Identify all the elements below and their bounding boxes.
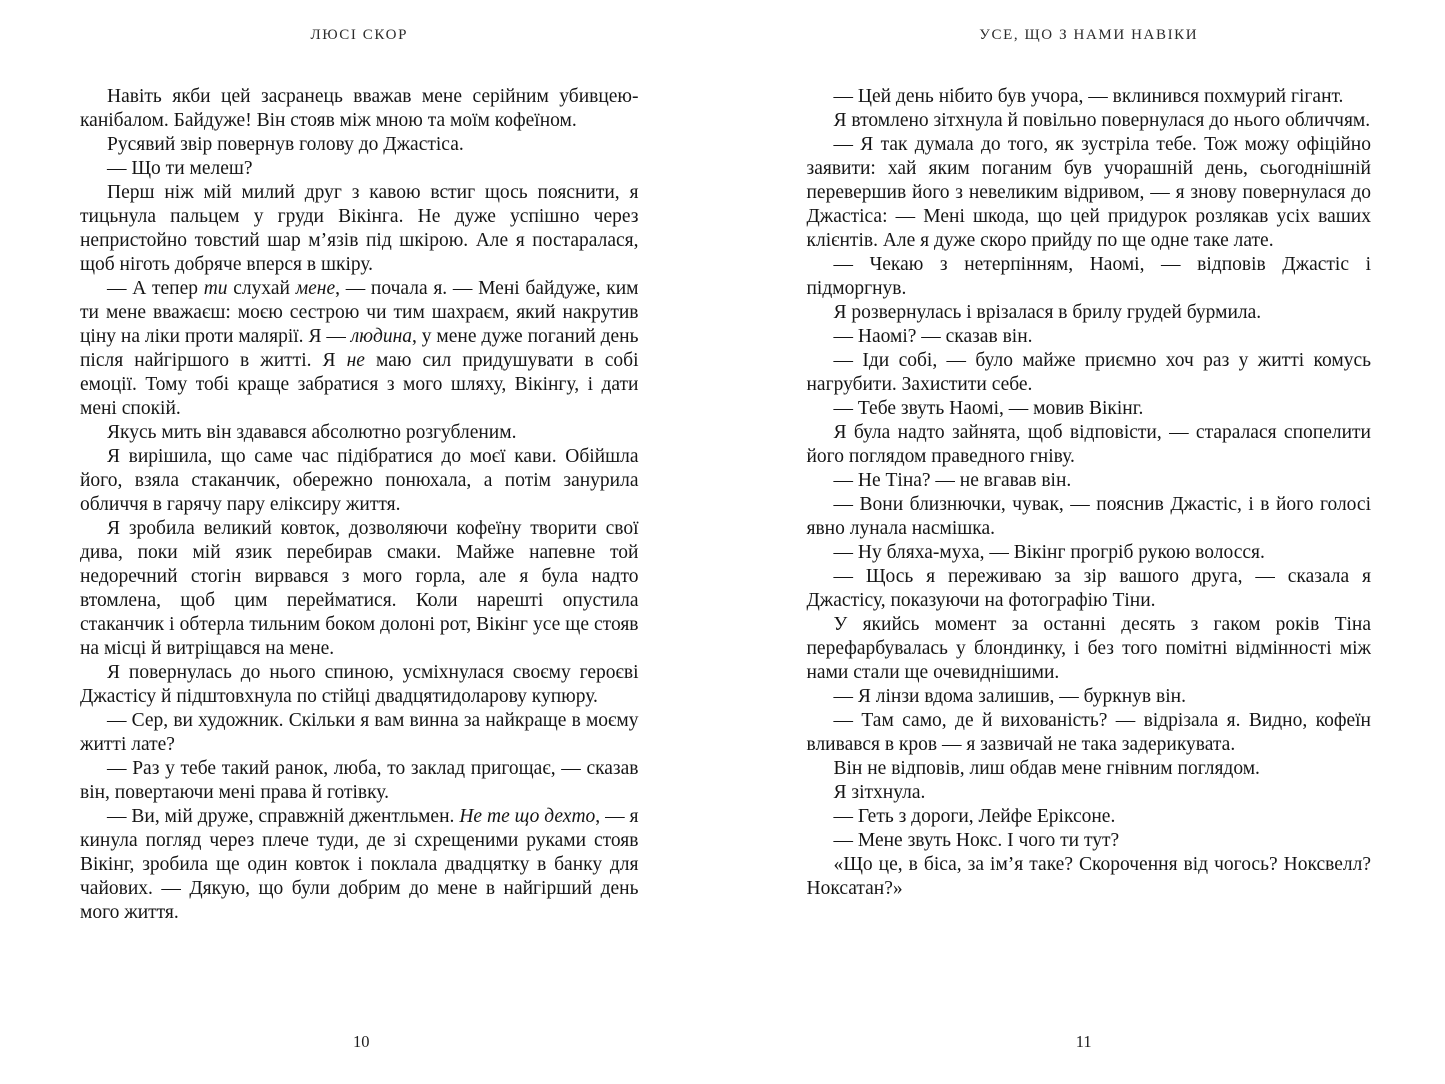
page-right xyxy=(723,0,1445,1084)
page-number-left: 10 xyxy=(353,1032,370,1051)
paragraph: Я втомлено зітхнула й повільно повернулася до нього обличчям. xyxy=(833,110,1371,131)
paragraph: Я повернулась до нього спиною, усміхнулася своєму героєві Джастісу й підштовхнула по стійці двадцятидоларову купюру. xyxy=(80,662,639,707)
page-number-right: 11 xyxy=(1075,1032,1092,1051)
paragraph: Він не відповів, лиш обдав мене гнівним поглядом. xyxy=(833,758,1260,779)
paragraph: — А тепер ти слухай мене, — почала я. — Мені байдуже, ким ти мене вважаєш: моєю сестрою чи тим шахраєм, який накрутив ціну на ліки проти малярії. Я — людина, у мене дуже поганий день після найгіршого в житті. Я не маю сил придушувати в собі емоції. Тому тобі краще забратися з мого шляху, Вікінгу, і дати мені спокій. xyxy=(80,278,639,419)
paragraph: — Вони близнючки, чувак, — пояснив Джастіс, і в його голосі явно лунала насмішка. xyxy=(806,494,1371,539)
paragraph: — Геть з дороги, Лейфе Еріксоне. xyxy=(833,806,1116,827)
paragraph: — Ви, мій друже, справжній джентльмен. Не те що дехто, — я кинула погляд через плече туди, де зі схрещеними руками стояв Вікінг, зробила ще один ковток і поклала двадцятку в банку для чайових. — Дякую, що були добрим до мене в найгірший день мого життя. xyxy=(80,806,639,923)
paragraph: — Я лінзи вдома залишив, — буркнув він. xyxy=(833,686,1186,707)
paragraph: Я зробила великий ковток, дозволяючи кофеїну творити свої дива, поки мій язик перебирав смаки. Майже напевне той недоречний стогін вирвався з мого горла, але я була надто втомлена, щоб цим перейматися. Коли нарешті опустила стаканчик і обтерла тильним боком долоні рот, Вікінг усе ще стояв на місці й витріщався на мене. xyxy=(80,518,639,659)
paragraph: — Щось я переживаю за зір вашого друга, — сказала я Джастісу, показуючи на фотографію Тіни. xyxy=(806,566,1371,611)
paragraph: — Сер, ви художник. Скільки я вам винна за найкраще в моєму житті лате? xyxy=(80,710,639,755)
paragraph: — Тебе звуть Наомі, — мовив Вікінг. xyxy=(833,398,1144,419)
paragraph: — Чекаю з нетерпінням, Наомі, — відповів Джастіс і підморгнув. xyxy=(806,254,1371,299)
paragraph: «Що це, в біса, за ім’я таке? Скорочення від чогось? Ноксвелл? Ноксатан?» xyxy=(806,854,1371,899)
paragraph: У якийсь момент за останні десять з гаком років Тіна перефарбувалась у блондинку, і без того помітні відмінності між нами стали ще очевиднішими. xyxy=(806,614,1371,683)
running-header-author: ЛЮСІ СКОР xyxy=(310,27,409,43)
paragraph: — Не Тіна? — не вгавав він. xyxy=(833,470,1072,491)
paragraph: Перш ніж мій милий друг з кавою встиг щось пояснити, я тицьнула пальцем у груди Вікінга. Не дуже успішно через непристойно товстий шар м’язів під шкірою. Але я постаралася, щоб ніготь добряче вперся в шкіру. xyxy=(80,182,639,275)
paragraph: Навіть якби цей засранець вважав мене серійним убивцею-канібалом. Байдуже! Він стояв між мною та моїм кофеїном. xyxy=(80,86,639,131)
paragraph: — Раз у тебе такий ранок, люба, то заклад пригощає, — сказав він, повертаючи мені права й готівку. xyxy=(80,758,639,803)
paragraph: — Мене звуть Нокс. І чого ти тут? xyxy=(833,830,1120,851)
paragraph: — Іди собі, — було майже приємно хоч раз у житті комусь нагрубити. Захистити себе. xyxy=(806,350,1371,395)
paragraph: Я вирішила, що саме час підібратися до моєї кави. Обійшла його, взяла стаканчик, обережно понюхала, а потім занурила обличчя в гарячу пару еліксиру життя. xyxy=(80,446,639,515)
paragraph: — Що ти мелеш? xyxy=(107,158,253,179)
paragraph: — Цей день нібито був учора, — вклинився похмурий гігант. xyxy=(833,86,1344,107)
paragraph: Якусь мить він здавався абсолютно розгубленим. xyxy=(107,422,517,443)
paragraph: — Наомі? — сказав він. xyxy=(833,326,1033,347)
paragraph: — Ну бляха-муха, — Вікінг прогріб рукою волосся. xyxy=(833,542,1265,563)
paragraph: Я була надто зайнята, щоб відповісти, — старалася спопелити його поглядом праведного гніву. xyxy=(806,422,1371,467)
paragraph: — Там само, де й вихованість? — відрізала я. Видно, кофеїн вливався в кров — я зазвичай не така задерикувата. xyxy=(806,710,1371,755)
paragraph: Я зітхнула. xyxy=(833,782,926,803)
running-header-title: УСЕ, ЩО З НАМИ НАВІКИ xyxy=(979,27,1199,43)
page-body-right xyxy=(807,85,1372,901)
page-body-left xyxy=(80,85,639,925)
paragraph: Русявий звір повернув голову до Джастіса. xyxy=(107,134,464,155)
paragraph: — Я так думала до того, як зустріла тебе. Тож можу офіційно заявити: хай яким поганим був учорашній день, сьогоднішній перевершив його з невеликим відривом, — я знову повернулася до Джастіса: — Мені шкода, що цей придурок розлякав усіх ваших клієнтів. Але я дуже скоро прийду по ще одне таке лате. xyxy=(806,134,1371,251)
paragraph: Я розвернулась і врізалася в брилу грудей бурмила. xyxy=(833,302,1262,323)
